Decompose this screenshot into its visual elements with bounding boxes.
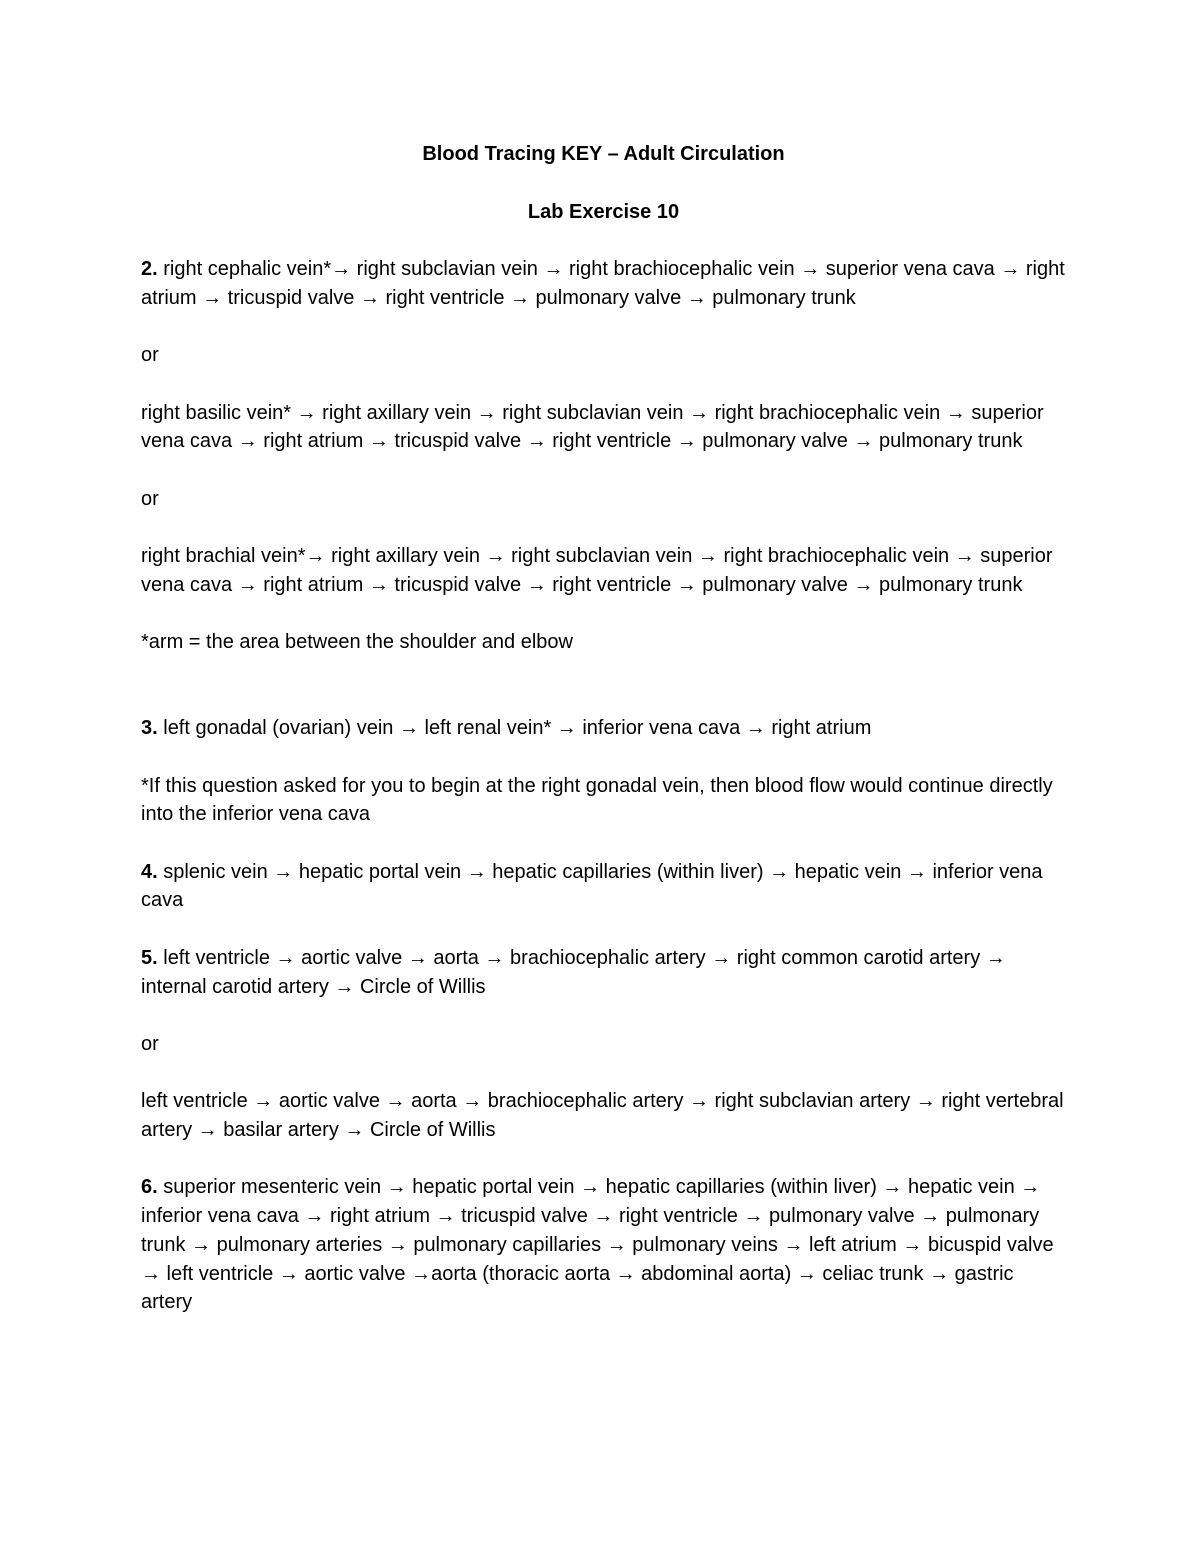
answer-3-text: left gonadal (ovarian) vein → left renal vein* → inferior vena cava → right atrium bbox=[157, 717, 872, 740]
or-separator: or bbox=[141, 344, 159, 367]
question-number-4: 4. bbox=[141, 860, 158, 883]
document-page bbox=[141, 140, 1066, 1317]
answer-4-text: splenic vein → hepatic portal vein → hepatic capillaries (within liver) → hepatic vein → inferior vena cava bbox=[141, 860, 1043, 912]
answer-2a-text: right cephalic vein*→ right subclavian vein → right brachiocephalic vein → superior vena cava → right atrium → tricuspid valve → right ventricle → pulmonary valve → pulmonary trunk bbox=[141, 258, 1065, 309]
answer-2c: right brachial vein*→ right axillary vein → right subclavian vein → right brachiocephalic vein → superior vena cava → right atrium → tricuspid valve → right ventricle → pulmonary valve → pulmonary trunk bbox=[141, 545, 1053, 596]
question-number-3: 3. bbox=[141, 717, 158, 740]
question-number-6: 6. bbox=[141, 1176, 158, 1199]
answer-5b: left ventricle → aortic valve → aorta → brachiocephalic artery → right subclavian artery → right vertebral artery → basilar artery → Circle of Willis bbox=[141, 1090, 1064, 1142]
answer-2b: right basilic vein* → right axillary vein → right subclavian vein → right brachiocephalic vein → superior vena cava → right atrium → tricuspid valve → right ventricle → pulmonary valve → pulmonary trunk bbox=[141, 401, 1044, 453]
document-subtitle: Lab Exercise 10 bbox=[527, 200, 680, 223]
answer-5a-text: left ventricle → aortic valve → aorta → brachiocephalic artery → right common carotid artery → internal carotid artery → Circle of Willis bbox=[141, 946, 1006, 998]
answer-2a bbox=[141, 255, 1066, 312]
question-number-2: 2. bbox=[141, 258, 158, 281]
answer-5a bbox=[141, 944, 1066, 1001]
or-separator: or bbox=[141, 1032, 159, 1055]
answer-3 bbox=[141, 714, 1066, 743]
document-title: Blood Tracing KEY – Adult Circulation bbox=[422, 143, 785, 165]
answer-2-note: *arm = the area between the shoulder and elbow bbox=[141, 631, 573, 654]
answer-4 bbox=[141, 858, 1066, 915]
answer-3-note: *If this question asked for you to begin at the right gonadal vein, then blood flow would continue directly into the inferior vena cava bbox=[141, 774, 1053, 826]
answer-6 bbox=[141, 1173, 1066, 1317]
answer-6-text: superior mesenteric vein → hepatic portal vein → hepatic capillaries (within liver) → hepatic vein → inferior vena cava → right atrium → tricuspid valve → right ventricle → pulmonary valve → pulmonary trunk → pulmonary arteries → pulmonary capillaries → pulmonary veins → left atrium → bicuspid valve → left ventricle → aortic valve →aorta (thoracic aorta → abdominal aorta) → celiac trunk → gastric artery bbox=[141, 1176, 1054, 1314]
or-separator: or bbox=[141, 487, 159, 510]
question-number-5: 5. bbox=[141, 946, 158, 969]
